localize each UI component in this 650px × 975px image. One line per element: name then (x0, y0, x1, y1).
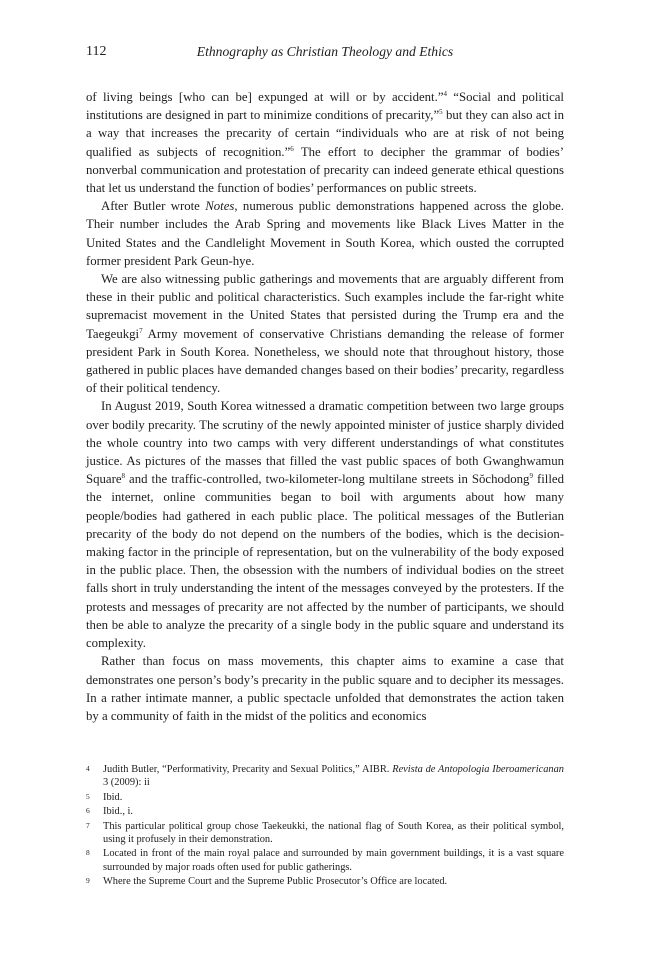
footnote (86, 875, 564, 888)
text-run: filled the internet, online communities began to boil with arguments about how many people/bodies had gathered in each public place. The political messages of the Butlerian precarity of the body do not depend on the numbers of the bodies, which is the decision-making factor in the principle of representation, but on the vulnerability of the body exposed in the public place. Then, the obsession with the numbers of individual bodies on the street falls short in truly understanding the intent of the messages conveyed by the protesters. If the protests and messages of precarity are not affected by the number of participants, we should then be able to analyze the precarity of a single body in the public square and understand its complexity. (86, 472, 564, 651)
footnote-number: 7 (86, 820, 90, 830)
text-run: After Butler wrote (101, 199, 206, 214)
text-run: 3 (2009): ii (103, 777, 150, 789)
running-title: Ethnography as Christian Theology and Ethics (196, 44, 454, 59)
footnote-marker[interactable]: 9 (529, 472, 533, 481)
paragraph (86, 197, 564, 270)
text-run: Ibid. (103, 791, 123, 803)
text-run: “Social and political institutions are designed in part to minimize conditions of precarity,” (86, 90, 564, 123)
text-run: We are also witnessing public gatherings and movements that are arguably different from these in their public and political characteristics. Such examples include the far-right white supremacist movement in the United States that persisted during the Trump era and the Taegeukgi (86, 272, 564, 341)
text-run: but they can also act in a way that increases the precarity of certain “individuals who are at risk of not being qualified as subjects of recognition.” (86, 108, 564, 159)
page-number: 112 (86, 44, 107, 59)
paragraph (86, 270, 564, 397)
text-run: Judith Butler, “Performativity, Precarity and Sexual Politics,” AIBR. (103, 764, 393, 775)
footnote-marker[interactable]: 7 (139, 326, 143, 335)
footnote (86, 763, 564, 790)
footnote-number: 9 (86, 876, 90, 886)
footnote-marker[interactable]: 6 (290, 144, 294, 153)
paragraph (86, 652, 564, 725)
footnote-marker[interactable]: 4 (443, 90, 447, 98)
footnote-number: 4 (86, 764, 90, 773)
footnote (86, 791, 564, 804)
footnote-marker[interactable]: 8 (121, 472, 126, 481)
paragraph (86, 397, 564, 652)
text-run: Ibid., i. (103, 806, 134, 818)
footnote-number: 6 (86, 806, 90, 816)
text-run: This particular political group chose Taekeukki, the national flag of South Korea, as their political symbol, using it profusely in their demonstration. (103, 820, 564, 846)
footnote-number: 8 (86, 848, 90, 858)
footnotes (86, 763, 564, 890)
paragraph (86, 88, 564, 197)
text-run: , numerous public demonstrations happened across the globe. Their number includes the Arab Spring and movements like Black Lives Matter in the United States and the Candlelight Movement in South Korea, which ousted the corrupted former president Park Geun-hye. (86, 199, 564, 268)
footnote-number: 5 (86, 791, 90, 801)
text-run: In August 2019, South Korea witnessed a dramatic competition between two large groups over bodily precarity. The scrutiny of the newly appointed minister of justice sharply divided the whole country into two camps with very different understandings of what constitutes justice. As pictures of the masses that filled the vast public spaces of both Gwanghwamun Square (86, 399, 564, 487)
italic-text: Revista de Antopologia Iberoamericanan (392, 764, 564, 775)
text-run: The effort to decipher the grammar of bodies’ nonverbal communication and protestation of precarity can indeed generate ethical questions that let us understand the function of bodies’ performances on public streets. (86, 144, 564, 196)
body-text (86, 88, 564, 725)
text-run: of living beings [who can be] expunged at will or by accident.” (86, 90, 444, 104)
page-header (86, 44, 564, 64)
text-run: and the traffic-controlled, two-kilometer-long multilane streets in Sŏchodong (125, 472, 530, 487)
text-run: Army movement of conservative Christians demanding the release of former president Park in South Korea. Nonetheless, we should note that throughout history, those gathered in public places have demanded changes based on their bodies’ precarity, regardless of their political tendency. (86, 326, 564, 396)
footnote-marker[interactable]: 5 (439, 108, 443, 117)
text-run: Rather than focus on mass movements, this chapter aims to examine a case that demonstrates one person’s body’s precarity in the public square and to decipher its messages. In a rather intimate manner, a public spectacle unfolded that demonstrates the action taken by a community of faith in the midst of the politics and economics (86, 654, 564, 723)
italic-text: Notes (205, 199, 235, 214)
text-run: Located in front of the main royal palace and surrounded by main government buildings, it is a vast square surrounded by major roads often used for public gatherings. (103, 848, 564, 873)
footnote (86, 820, 564, 847)
text-run: Where the Supreme Court and the Supreme Public Prosecutor’s Office are located. (103, 876, 448, 888)
footnote (86, 847, 564, 874)
footnote (86, 805, 564, 818)
